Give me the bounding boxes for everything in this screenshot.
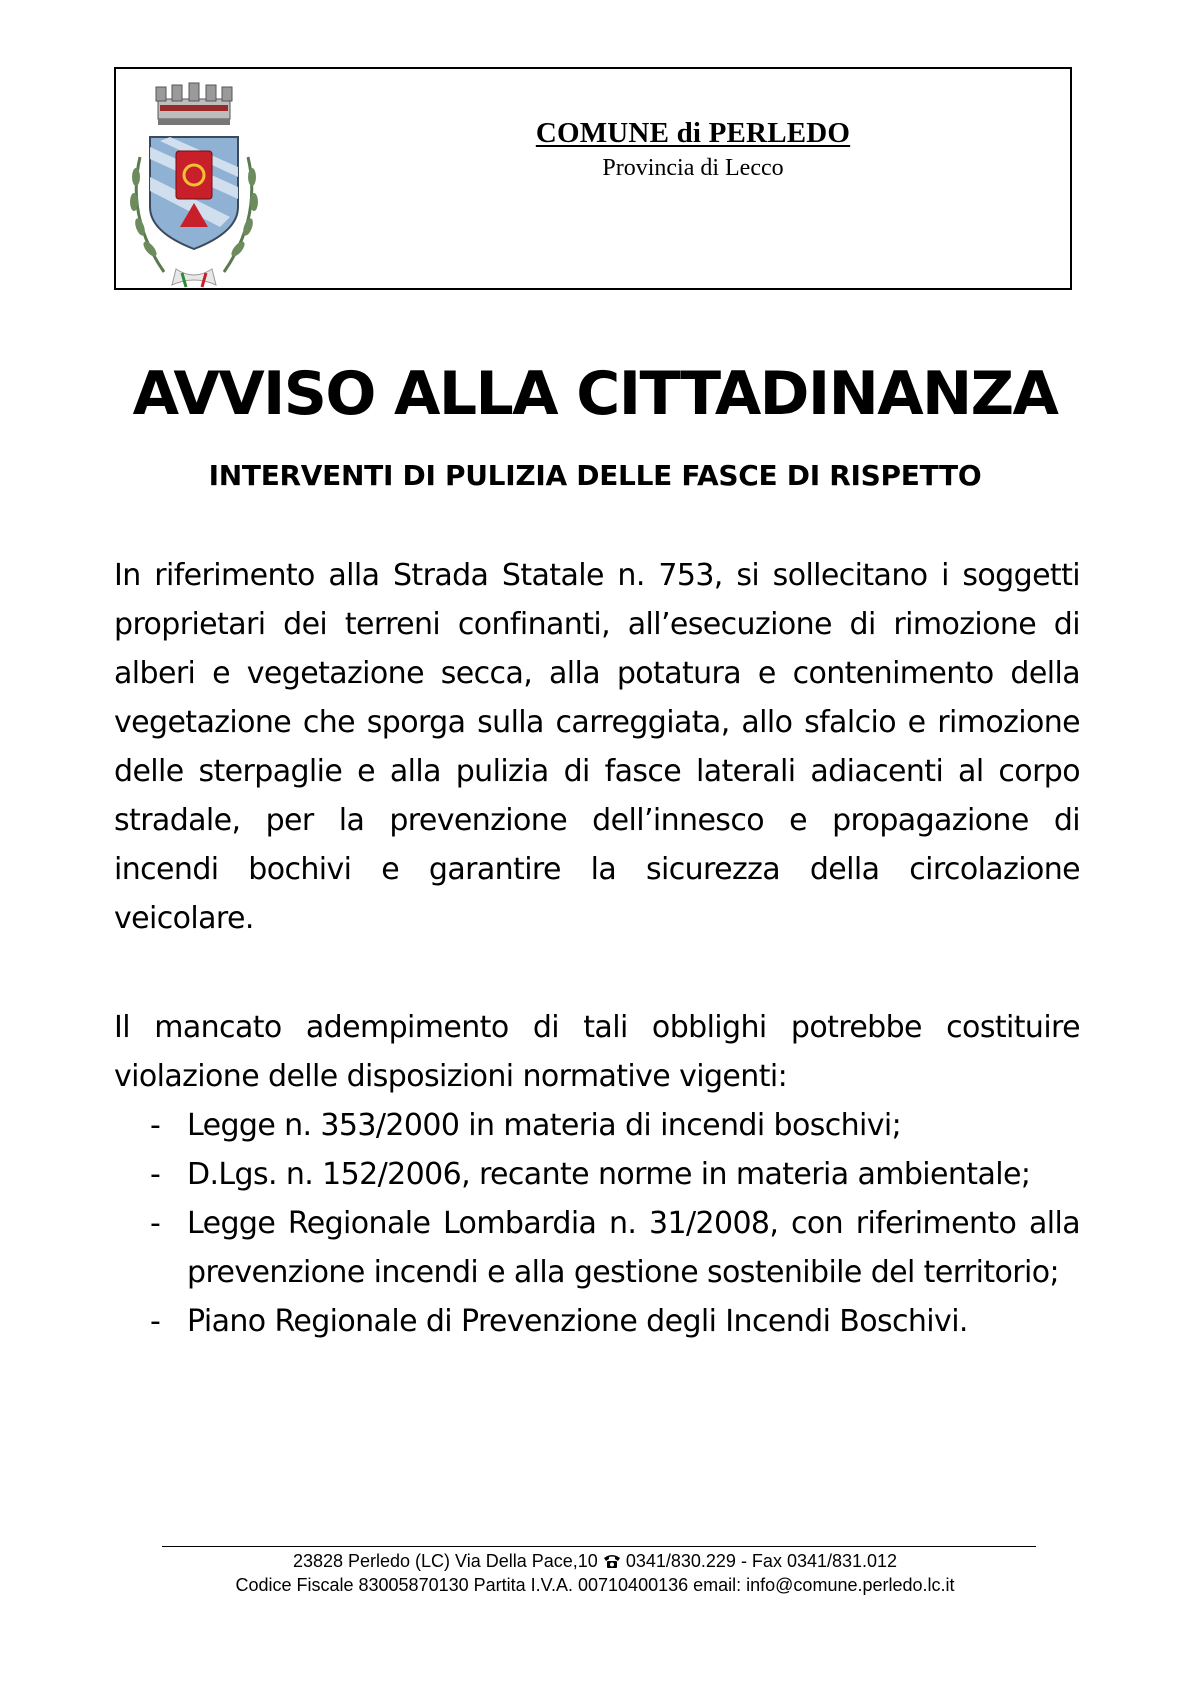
- list-marker: -: [150, 1108, 161, 1143]
- footer-fiscal-line: Codice Fiscale 83005870130 Partita I.V.A. 00710400136 email: info@comune.perledo.lc.it: [235, 1575, 955, 1595]
- list-marker: -: [150, 1206, 161, 1241]
- comune-title: COMUNE di PERLEDO: [535, 117, 851, 149]
- list-item-text: Piano Regionale di Prevenzione degli Incendi Boschivi.: [187, 1304, 968, 1339]
- list-item: [114, 1297, 1080, 1346]
- list-marker: -: [150, 1157, 161, 1192]
- list-marker: -: [150, 1304, 161, 1339]
- header-box: [114, 67, 1072, 290]
- list-item-text: D.Lgs. n. 152/2006, recante norme in materia ambientale;: [187, 1157, 1031, 1192]
- footer-address-line: [100, 1549, 1090, 1573]
- telephone-icon: [603, 1553, 621, 1569]
- list-item-text: Legge Regionale Lombardia n. 31/2008, con riferimento alla prevenzione incendi e alla gestione sostenibile del territorio;: [187, 1206, 1080, 1290]
- notice-paragraph-2: Il mancato adempimento di tali obblighi potrebbe costituire violazione delle disposizioni normative vigenti:: [114, 1010, 1080, 1094]
- list-item-text: Legge n. 353/2000 in materia di incendi boschivi;: [187, 1108, 902, 1143]
- notice-subtitle: INTERVENTI DI PULIZIA DELLE FASCE DI RISPETTO: [208, 459, 982, 492]
- notice-paragraph-1: In riferimento alla Strada Statale n. 753, si sollecitano i soggetti proprietari dei terreni confinanti, all’esecuzione di rimozione di alberi e vegetazione secca, alla potatura e contenimento della vegetazione che sporga sulla carreggiata, allo sfalcio e rimozione delle sterpaglie e alla pulizia di fasce laterali adiacenti al corpo stradale, per la prevenzione dell’innesco e propagazione di incendi bochivi e garantire la sicurezza della circolazione veicolare.: [114, 558, 1080, 936]
- footer-address: 23828 Perledo (LC) Via Della Pace,10: [292, 1551, 598, 1571]
- notice-title: AVVISO ALLA CITTADINANZA: [132, 359, 1058, 429]
- municipal-coat-of-arms-icon: [120, 77, 268, 289]
- footer-divider: [162, 1546, 1036, 1547]
- legislation-list: [114, 1101, 1080, 1346]
- list-item: [114, 1101, 1080, 1150]
- list-item: [114, 1199, 1080, 1297]
- list-item: [114, 1150, 1080, 1199]
- footer-phone-fax: 0341/830.229 - Fax 0341/831.012: [625, 1551, 898, 1571]
- provincia-label: Provincia di Lecco: [602, 155, 784, 181]
